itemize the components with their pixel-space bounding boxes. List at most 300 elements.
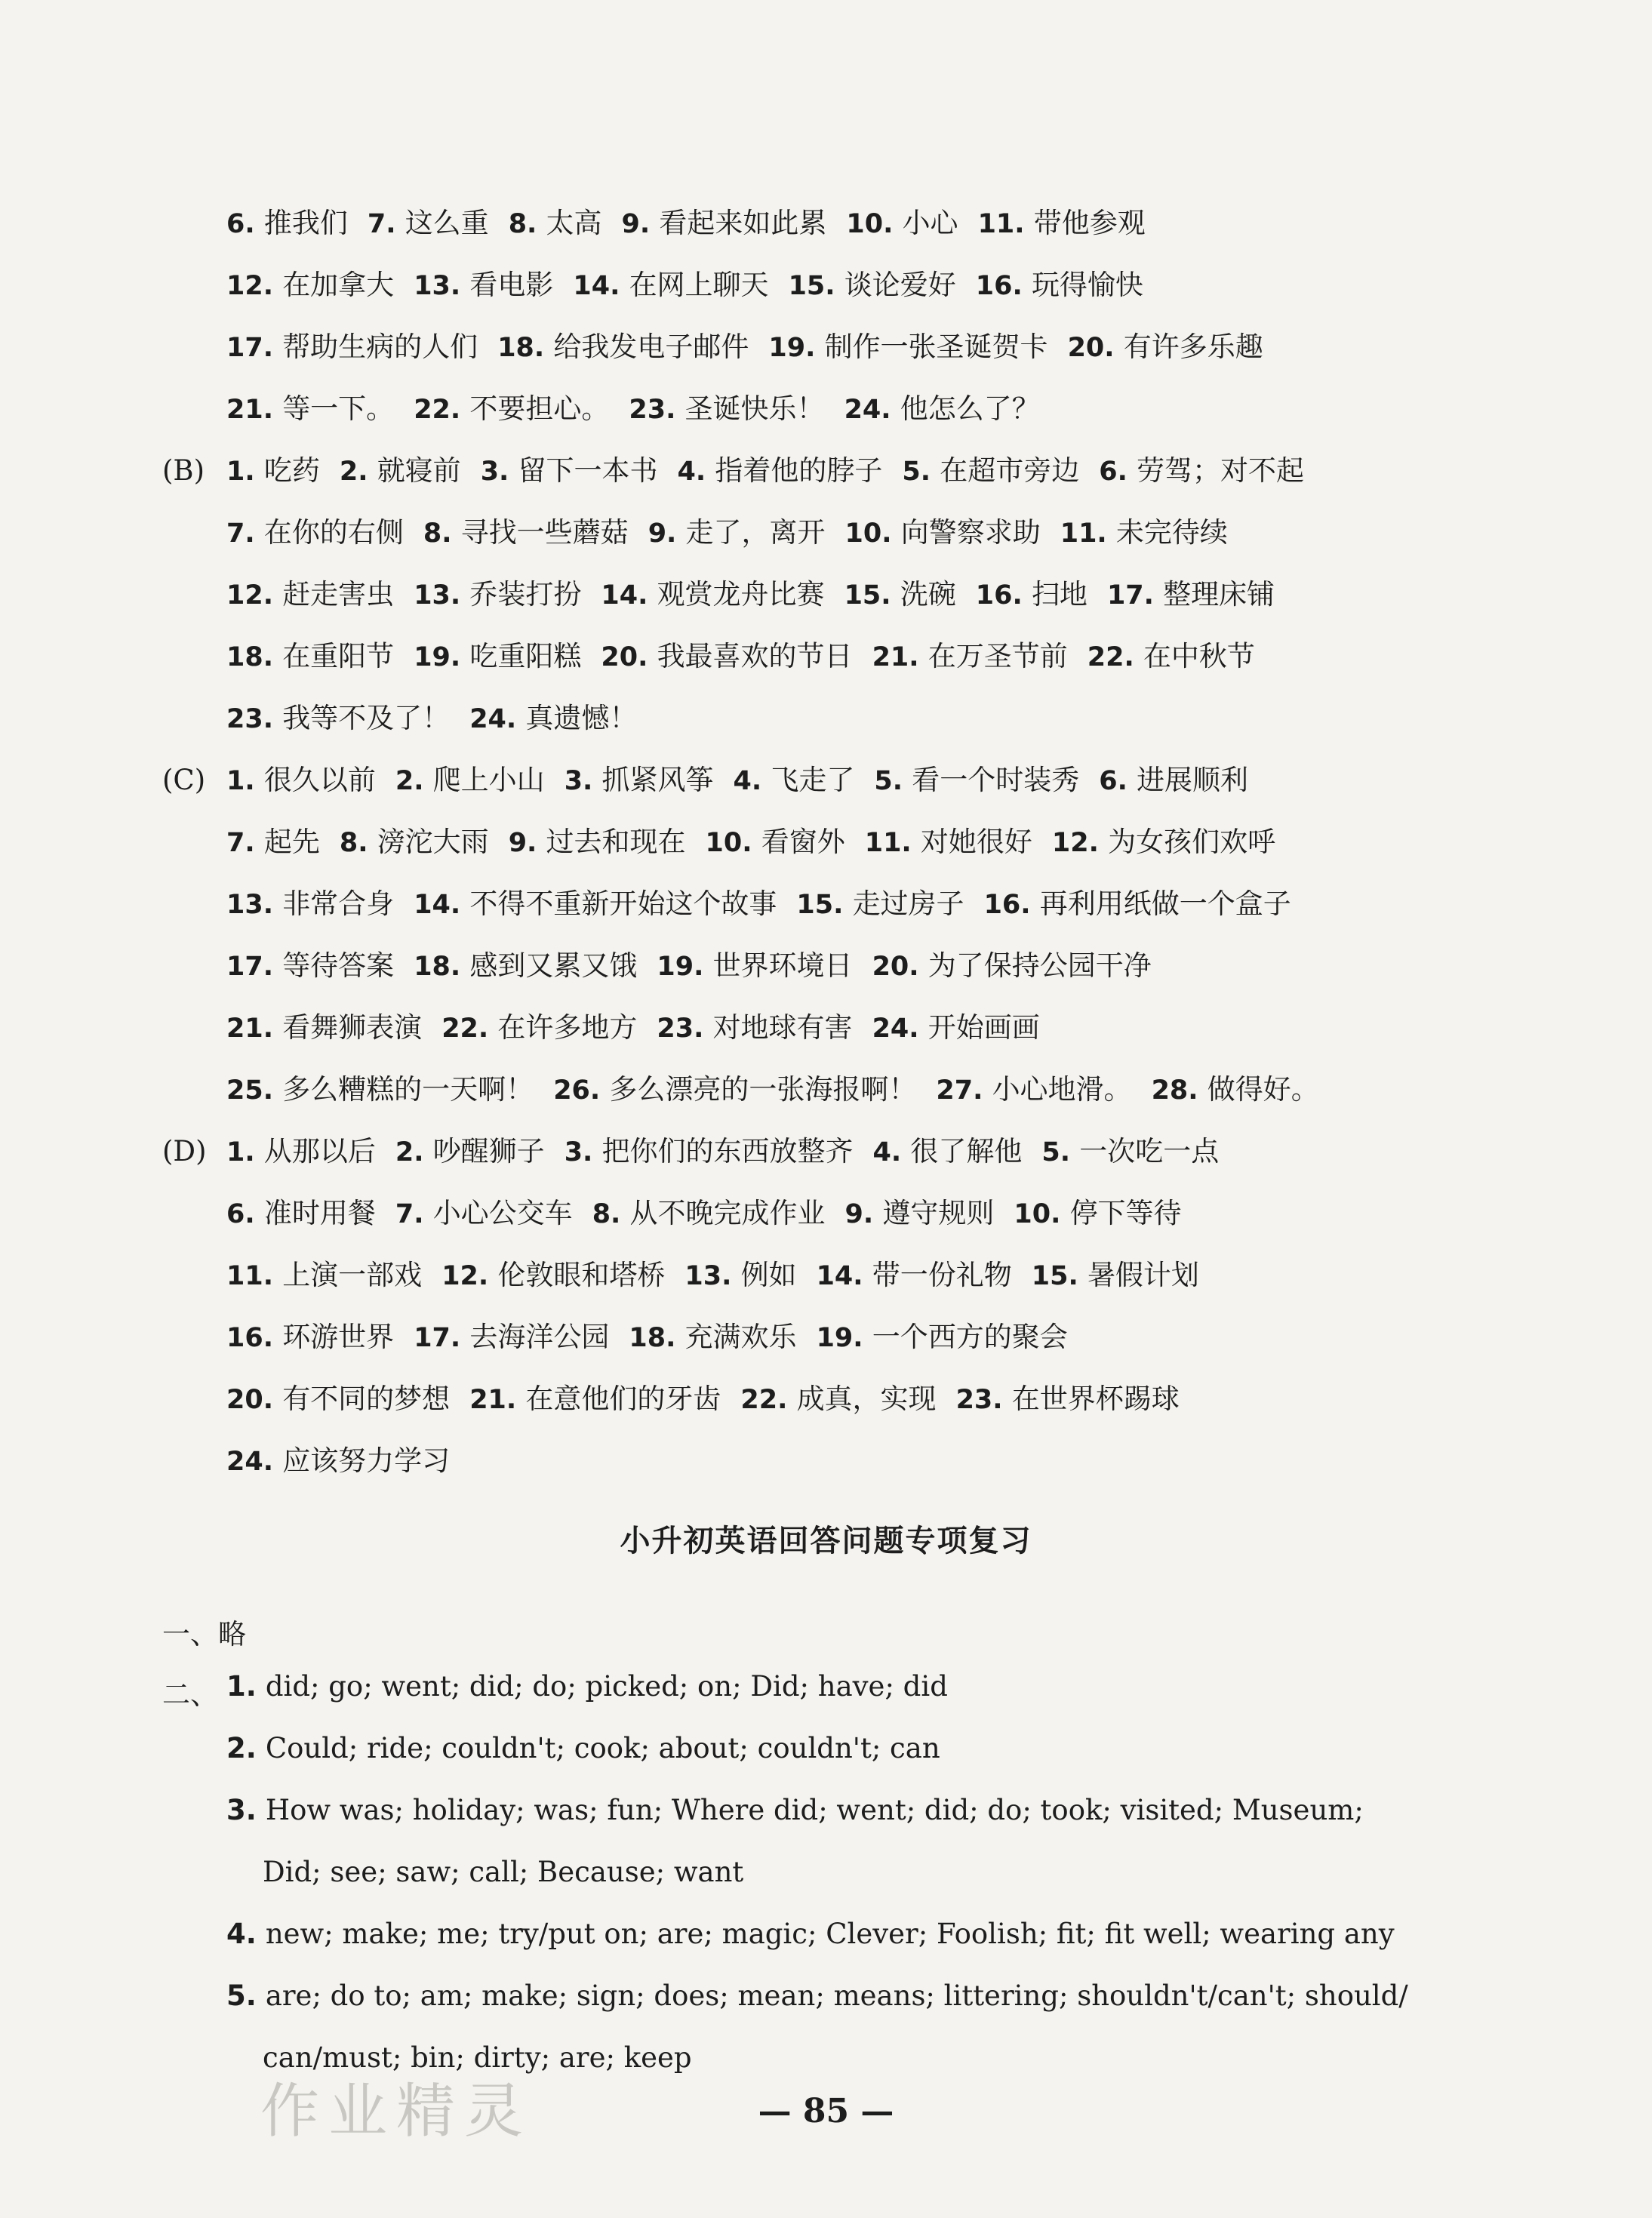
- vocab-item: [936, 1073, 1131, 1106]
- item-text: 一个西方的聚会: [872, 1321, 1068, 1353]
- vocab-item: [226, 516, 404, 549]
- vocab-item: [622, 207, 827, 239]
- item-number: 10.: [1014, 1199, 1070, 1229]
- answer-line: [226, 1657, 1607, 1717]
- item-number: 13.: [414, 580, 470, 611]
- item-number: 3.: [564, 1137, 602, 1167]
- vocab-item: [740, 1383, 936, 1415]
- item-text: 从那以后: [263, 1135, 376, 1167]
- item-text: 在超市旁边: [940, 454, 1080, 487]
- item-number: 16.: [975, 271, 1032, 301]
- vocab-item: [845, 516, 1041, 549]
- answer-text: are; do to; am; make; sign; does; mean; means; littering; shouldn't/can't; should/: [265, 1980, 1408, 2012]
- vocab-item: [395, 1197, 573, 1229]
- answer-text: can/must; bin; dirty; are; keep: [263, 2041, 692, 2074]
- vocab-item: [573, 269, 768, 301]
- item-text: 伦敦眼和塔桥: [497, 1259, 666, 1291]
- item-text: 走过房子: [852, 888, 964, 920]
- item-number: 15.: [1031, 1261, 1087, 1291]
- vocab-item: [657, 1011, 852, 1044]
- item-number: 24.: [872, 1014, 928, 1044]
- vocab-item: [226, 1259, 422, 1291]
- item-number: 21.: [872, 642, 928, 672]
- item-text: 制作一张圣诞贺卡: [824, 331, 1048, 363]
- item-number: 1.: [226, 457, 264, 487]
- item-text: 这么重: [405, 207, 489, 239]
- item-number: 12.: [441, 1261, 498, 1291]
- item-number: 18.: [497, 333, 554, 363]
- vocab-item: [844, 578, 956, 611]
- vocab-item: [873, 1135, 1023, 1167]
- vocab-item: [226, 1073, 534, 1106]
- item-number: 12.: [226, 271, 283, 301]
- item-text: 在意他们的牙齿: [525, 1383, 721, 1415]
- item-text: 真遗憾！: [525, 702, 638, 734]
- item-number: 11.: [977, 209, 1034, 239]
- item-number: 5.: [1041, 1137, 1080, 1167]
- vocab-item: [226, 207, 348, 239]
- item-text: 在网上聊天: [629, 269, 769, 301]
- item-number: 6.: [226, 209, 264, 239]
- item-text: 爬上小山: [432, 764, 545, 796]
- vocab-item: [1152, 1073, 1319, 1106]
- vocab-row: [162, 997, 1607, 1059]
- item-text: 就寝前: [377, 454, 461, 487]
- vocab-item: [226, 1135, 376, 1167]
- item-number: 6.: [226, 1199, 264, 1229]
- vocab-item: [978, 207, 1146, 239]
- vocab-item: [629, 392, 824, 425]
- item-text: 飞走了: [771, 764, 855, 796]
- vocab-row: [162, 254, 1607, 316]
- item-text: 吃药: [263, 454, 320, 487]
- item-text: 寻找一些蘑菇: [460, 516, 629, 549]
- vocab-item: [976, 269, 1143, 301]
- vocab-row: [162, 1059, 1607, 1121]
- item-text: 看电影: [469, 269, 554, 301]
- item-text: 吵醒狮子: [432, 1135, 545, 1167]
- item-text: 整理床铺: [1163, 578, 1275, 611]
- item-number: 13.: [414, 271, 470, 301]
- vocab-item: [872, 949, 1152, 982]
- item-number: 12.: [226, 580, 283, 611]
- answer-number: 3.: [226, 1794, 257, 1826]
- vocab-item: [481, 454, 658, 487]
- item-number: 2.: [339, 457, 377, 487]
- item-text: 在加拿大: [282, 269, 395, 301]
- item-number: 27.: [936, 1075, 992, 1106]
- item-text: 乔装打扮: [469, 578, 582, 611]
- vocab-row: [162, 811, 1607, 873]
- item-text: 扫地: [1031, 578, 1087, 611]
- vocab-row: [162, 1368, 1607, 1430]
- item-text: 对地球有害: [712, 1011, 853, 1044]
- item-number: 8.: [339, 828, 377, 858]
- vocab-item: [226, 826, 320, 858]
- item-text: 给我发电子邮件: [553, 331, 749, 363]
- vocab-item: [226, 1444, 450, 1477]
- vocab-item: [796, 888, 964, 920]
- item-number: 7.: [395, 1199, 433, 1229]
- vocab-item: [226, 949, 394, 982]
- answer-line: [226, 1780, 1607, 1841]
- vocab-row: [162, 626, 1607, 688]
- item-number: 26.: [553, 1075, 610, 1106]
- vocab-item: [226, 1321, 394, 1353]
- answer-line: [263, 1842, 1607, 1903]
- vocab-item: [817, 1321, 1068, 1353]
- vocab-item: [629, 1321, 796, 1353]
- item-text: 从不晚完成作业: [629, 1197, 826, 1229]
- item-text: 停下等待: [1069, 1197, 1182, 1229]
- item-text: 滂沱大雨: [377, 826, 489, 858]
- item-text: 再利用纸做一个盒子: [1039, 888, 1291, 920]
- item-text: 充满欢乐: [684, 1321, 797, 1353]
- vocab-row: [162, 1430, 1607, 1492]
- item-number: 25.: [226, 1075, 283, 1106]
- item-number: 3.: [564, 766, 602, 796]
- vocab-item: [226, 764, 376, 796]
- part-one: 一、略: [162, 1618, 246, 1650]
- vocab-item: [414, 578, 581, 611]
- vocab-item: [648, 516, 826, 549]
- item-number: 10.: [846, 209, 903, 239]
- vocab-item: [789, 269, 956, 301]
- item-number: 23.: [657, 1014, 713, 1044]
- item-text: 推我们: [263, 207, 348, 239]
- item-number: 17.: [226, 333, 283, 363]
- vocab-item: [1068, 331, 1263, 363]
- vocab-item: [1099, 764, 1248, 796]
- vocab-item: [226, 269, 394, 301]
- item-text: 进展顺利: [1137, 764, 1249, 796]
- item-text: 有许多乐趣: [1123, 331, 1263, 363]
- vocab-item: [1060, 516, 1228, 549]
- item-number: 2.: [395, 766, 433, 796]
- item-text: 抓紧风筝: [601, 764, 714, 796]
- vocab-item: [226, 640, 394, 672]
- item-number: 19.: [414, 642, 470, 672]
- item-text: 在重阳节: [282, 640, 395, 672]
- item-text: 谈论爱好: [844, 269, 956, 301]
- vocab-item: [441, 1011, 637, 1044]
- item-text: 过去和现在: [546, 826, 686, 858]
- item-number: 24.: [469, 704, 526, 734]
- vocab-row: [162, 935, 1607, 997]
- item-number: 11.: [226, 1261, 283, 1291]
- item-number: 23.: [955, 1385, 1012, 1415]
- item-number: 8.: [423, 518, 461, 549]
- vocab-item: [601, 578, 824, 611]
- item-number: 22.: [740, 1385, 797, 1415]
- item-text: 帮助生病的人们: [282, 331, 478, 363]
- item-text: 起先: [263, 826, 320, 858]
- vocab-item: [565, 1135, 854, 1167]
- item-text: 看舞狮表演: [282, 1011, 423, 1044]
- vocab-item: [984, 888, 1291, 920]
- item-number: 2.: [395, 1137, 433, 1167]
- vocab-item: [844, 392, 1040, 425]
- item-number: 17.: [414, 1323, 470, 1353]
- section-title: 小升初英语回答问题专项复习: [620, 1524, 1032, 1558]
- vocab-item: [226, 1383, 450, 1415]
- vocab-item: [395, 764, 545, 796]
- item-number: 15.: [844, 580, 900, 611]
- item-number: 4.: [733, 766, 771, 796]
- vocab-item: [846, 207, 958, 239]
- item-text: 为女孩们欢呼: [1108, 826, 1276, 858]
- answer-text: How was; holiday; was; fun; Where did; went; did; do; took; visited; Museum;: [265, 1794, 1364, 1826]
- vocab-row: [162, 440, 1607, 502]
- item-text: 小心公交车: [432, 1197, 573, 1229]
- vocab-item: [865, 826, 1032, 858]
- item-text: 看起来如此累: [659, 207, 827, 239]
- vocab-item: [1032, 1259, 1199, 1291]
- item-text: 例如: [740, 1259, 797, 1291]
- item-number: 14.: [816, 1261, 872, 1291]
- item-number: 23.: [226, 704, 283, 734]
- vocab-item: [497, 331, 749, 363]
- item-text: 成真，实现: [796, 1383, 937, 1415]
- item-number: 21.: [226, 1014, 283, 1044]
- item-number: 6.: [1099, 766, 1137, 796]
- vocab-item: [872, 640, 1068, 672]
- vocab-item: [657, 949, 852, 982]
- item-number: 9.: [844, 1199, 883, 1229]
- item-text: 一次吃一点: [1079, 1135, 1220, 1167]
- item-text: 为了保持公园干净: [928, 949, 1152, 982]
- item-text: 小心: [902, 207, 958, 239]
- item-text: 不得不重新开始这个故事: [469, 888, 777, 920]
- item-number: 13.: [226, 890, 283, 920]
- vocab-item: [1041, 1135, 1219, 1167]
- vocab-item: [469, 1383, 721, 1415]
- item-number: 24.: [844, 395, 900, 425]
- vocab-item: [768, 331, 1047, 363]
- item-text: 应该努力学习: [282, 1444, 451, 1477]
- vocab-item: [340, 826, 489, 858]
- answer-number: 4.: [226, 1918, 257, 1950]
- vocab-item: [1087, 640, 1255, 672]
- section-label: (B): [162, 454, 205, 487]
- vocab-item: [226, 1011, 422, 1044]
- vocab-item: [845, 1197, 995, 1229]
- vocab-item: [872, 1011, 1040, 1044]
- item-text: 看窗外: [761, 826, 845, 858]
- vocab-item: [706, 826, 845, 858]
- vocab-item: [226, 1197, 376, 1229]
- section-label: (D): [162, 1135, 207, 1167]
- vocab-item: [414, 392, 609, 425]
- vocab-row: [162, 502, 1607, 564]
- item-number: 17.: [1106, 580, 1164, 611]
- item-text: 太高: [546, 207, 602, 239]
- vocab-item: [414, 269, 553, 301]
- vocab-item: [226, 331, 478, 363]
- item-number: 14.: [414, 890, 470, 920]
- item-number: 20.: [226, 1385, 283, 1415]
- vocab-item: [414, 640, 581, 672]
- item-text: 环游世界: [282, 1321, 395, 1353]
- item-text: 暑假计划: [1087, 1259, 1199, 1291]
- item-number: 16.: [983, 890, 1040, 920]
- vocab-item: [592, 1197, 826, 1229]
- item-number: 20.: [601, 642, 657, 672]
- item-text: 开始画画: [928, 1011, 1040, 1044]
- item-text: 看一个时装秀: [912, 764, 1080, 796]
- vocab-row: [162, 749, 1607, 811]
- vocab-item: [553, 1073, 916, 1106]
- item-text: 在许多地方: [497, 1011, 638, 1044]
- vocab-item: [395, 1135, 545, 1167]
- item-number: 9.: [648, 518, 686, 549]
- item-text: 未完待续: [1115, 516, 1228, 549]
- item-number: 19.: [816, 1323, 872, 1353]
- vocab-item: [678, 454, 883, 487]
- vocab-item: [226, 702, 450, 734]
- answer-text: Could; ride; couldn't; cook; about; couldn't; can: [265, 1732, 940, 1764]
- item-number: 9.: [621, 209, 660, 239]
- item-number: 13.: [684, 1261, 741, 1291]
- item-text: 他怎么了？: [900, 392, 1040, 425]
- item-number: 9.: [508, 828, 546, 858]
- answer-text: new; make; me; try/put on; are; magic; Clever; Foolish; fit; fit well; wearing any: [265, 1918, 1395, 1950]
- item-number: 22.: [414, 395, 470, 425]
- item-text: 把你们的东西放整齐: [601, 1135, 854, 1167]
- item-text: 我最喜欢的节日: [657, 640, 853, 672]
- vocab-row: [162, 1306, 1607, 1368]
- vocab-item: [902, 454, 1079, 487]
- item-text: 非常合身: [282, 888, 395, 920]
- item-number: 11.: [1060, 518, 1116, 549]
- vocab-item: [469, 702, 637, 734]
- item-number: 15.: [788, 271, 844, 301]
- vocab-item: [414, 888, 777, 920]
- item-number: 18.: [414, 952, 470, 982]
- vocab-row: [162, 1244, 1607, 1306]
- item-text: 世界环境日: [712, 949, 853, 982]
- vocab-item: [1099, 454, 1304, 487]
- item-number: 28.: [1151, 1075, 1207, 1106]
- item-number: 15.: [796, 890, 853, 920]
- item-text: 遵守规则: [882, 1197, 995, 1229]
- item-text: 带他参观: [1033, 207, 1146, 239]
- vocab-item: [509, 207, 602, 239]
- item-number: 7.: [226, 518, 264, 549]
- section-label: (C): [162, 764, 206, 796]
- vocab-item: [414, 949, 637, 982]
- item-number: 22.: [1087, 642, 1143, 672]
- item-text: 有不同的梦想: [282, 1383, 451, 1415]
- item-number: 10.: [705, 828, 761, 858]
- answer-line: [226, 1904, 1607, 1964]
- item-number: 1.: [226, 766, 264, 796]
- item-number: 19.: [768, 333, 825, 363]
- answer-line: [226, 1966, 1607, 2026]
- item-number: 1.: [226, 1137, 264, 1167]
- item-text: 圣诞快乐！: [684, 392, 825, 425]
- item-text: 留下一本书: [518, 454, 658, 487]
- item-text: 对她很好: [920, 826, 1032, 858]
- item-text: 在万圣节前: [928, 640, 1068, 672]
- vocab-row: [162, 1121, 1607, 1183]
- vocab-item: [226, 578, 394, 611]
- item-text: 感到又累又饿: [469, 949, 638, 982]
- item-text: 观赏龙舟比赛: [657, 578, 825, 611]
- item-number: 14.: [601, 580, 657, 611]
- item-number: 23.: [629, 395, 685, 425]
- item-number: 4.: [677, 457, 715, 487]
- item-number: 18.: [629, 1323, 685, 1353]
- item-number: 22.: [441, 1014, 498, 1044]
- vocab-item: [414, 1321, 609, 1353]
- answer-number: 2.: [226, 1732, 257, 1764]
- part-two-label: 二、: [162, 1678, 218, 1711]
- item-number: 10.: [844, 518, 901, 549]
- vocab-row: [162, 192, 1607, 254]
- item-number: 12.: [1051, 828, 1109, 858]
- vocab-row: [162, 688, 1607, 749]
- item-text: 带一份礼物: [872, 1259, 1012, 1291]
- item-text: 走了，离开: [685, 516, 826, 549]
- item-number: 21.: [226, 395, 283, 425]
- item-text: 劳驾；对不起: [1137, 454, 1305, 487]
- vocab-item: [1014, 1197, 1181, 1229]
- item-number: 21.: [469, 1385, 526, 1415]
- answer-number: 1.: [226, 1670, 257, 1703]
- item-text: 等待答案: [282, 949, 395, 982]
- item-text: 吃重阳糕: [469, 640, 582, 672]
- item-text: 做得好。: [1207, 1073, 1319, 1106]
- vocab-item: [976, 578, 1087, 611]
- vocab-item: [817, 1259, 1012, 1291]
- item-text: 上演一部戏: [282, 1259, 423, 1291]
- vocab-item: [226, 454, 320, 487]
- vocab-row: [162, 873, 1607, 935]
- item-number: 6.: [1099, 457, 1137, 487]
- item-text: 很久以前: [263, 764, 376, 796]
- item-number: 5.: [902, 457, 940, 487]
- item-text: 去海洋公园: [469, 1321, 610, 1353]
- vocab-item: [423, 516, 629, 549]
- item-number: 5.: [874, 766, 912, 796]
- vocab-item: [601, 640, 852, 672]
- item-text: 指着他的脖子: [715, 454, 883, 487]
- vocab-item: [956, 1383, 1180, 1415]
- item-number: 16.: [226, 1323, 283, 1353]
- item-number: 11.: [864, 828, 921, 858]
- answer-line: [226, 1718, 1607, 1779]
- vocab-item: [684, 1259, 796, 1291]
- item-text: 准时用餐: [263, 1197, 376, 1229]
- item-number: 7.: [226, 828, 264, 858]
- vocab-item: [565, 764, 714, 796]
- vocab-row: [162, 378, 1607, 440]
- vocab-item: [509, 826, 686, 858]
- item-text: 不要担心。: [469, 392, 610, 425]
- item-text: 在你的右侧: [263, 516, 404, 549]
- item-number: 20.: [1067, 333, 1124, 363]
- item-number: 7.: [367, 209, 405, 239]
- vocab-item: [1107, 578, 1275, 611]
- vocab-item: [226, 888, 394, 920]
- item-text: 在中秋节: [1143, 640, 1255, 672]
- vocab-row: [162, 1183, 1607, 1244]
- vocab-item: [368, 207, 489, 239]
- vocab-item: [1052, 826, 1275, 858]
- item-number: 20.: [872, 952, 928, 982]
- answer-number: 5.: [226, 1980, 257, 2012]
